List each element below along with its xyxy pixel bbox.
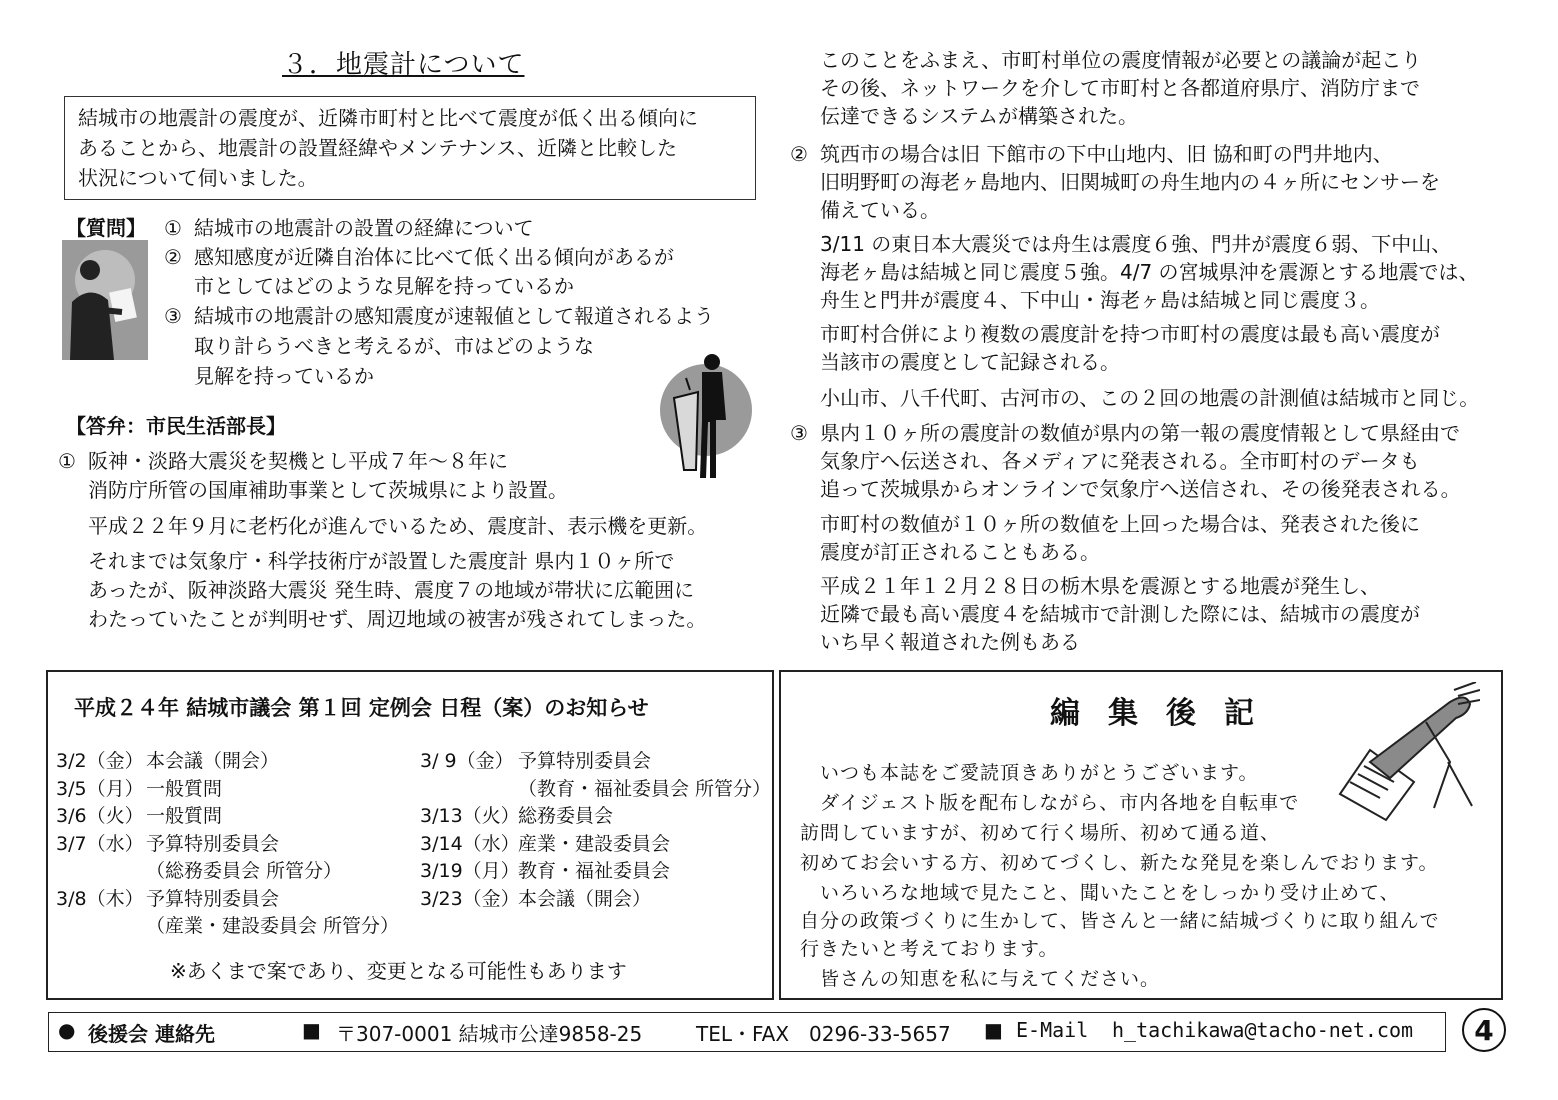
- intro-line: あることから、地震計の設置経緯やメンテナンス、近隣と比較した: [78, 136, 677, 160]
- answer-number: ③: [790, 421, 808, 445]
- square-bullet-icon: ■: [302, 1018, 321, 1042]
- question-number: ②: [164, 245, 182, 269]
- answer-text: 筑西市の場合は旧 下館市の下中山地内、旧 協和町の門井地内、: [820, 142, 1393, 166]
- schedule-event: 一般質問: [146, 778, 223, 800]
- answer-text: いち早く報道された例もある: [820, 630, 1080, 654]
- answer-number: ①: [58, 449, 76, 473]
- answer-number: ②: [790, 142, 808, 166]
- schedule-date: 3/19（月）: [420, 860, 520, 882]
- schedule-event: （総務委員会 所管分）: [146, 860, 343, 882]
- answer-text: 追って茨城県からオンラインで気象庁へ送信され、その後発表される。: [820, 477, 1461, 501]
- postscript-line: 行きたいと考えております。: [800, 938, 1059, 960]
- answer-text: 平成２１年１２月２８日の栃木県を震源とする地震が発生し、: [820, 574, 1380, 598]
- footer-address: 〒307-0001 結城市公達9858-25: [336, 1022, 643, 1046]
- schedule-date: 3/13（火）: [420, 805, 520, 827]
- answer-text: 震度が訂正されることもある。: [820, 540, 1100, 564]
- schedule-note: ※あくまで案であり、変更となる可能性もあります: [170, 959, 627, 983]
- schedule-date: 3/2（金）: [56, 750, 144, 772]
- answer-text: 市町村合併により複数の震度計を持つ市町村の震度は最も高い震度が: [820, 322, 1440, 346]
- question-number: ①: [164, 216, 182, 240]
- intro-line: 結城市の地震計の震度が、近隣市町村と比べて震度が低く出る傾向に: [78, 106, 698, 130]
- answer-text: わたっていたことが判明せず、周辺地域の被害が残されてしまった。: [88, 607, 707, 631]
- schedule-event: 産業・建設委員会: [518, 833, 671, 855]
- question-text: 結城市の地震計の設置の経緯について: [194, 216, 534, 240]
- answer-text: 伝達できるシステムが構築された。: [820, 104, 1138, 128]
- question-label: 【質問】: [66, 216, 146, 240]
- page-number: 4: [1462, 1008, 1506, 1052]
- question-text: 結城市の地震計の感知震度が速報値として報道されるよう: [194, 304, 714, 328]
- schedule-date: 3/6（火）: [56, 805, 144, 827]
- footer-label: 後援会 連絡先: [88, 1022, 215, 1046]
- answer-text: 当該市の震度として記録される。: [820, 350, 1120, 374]
- schedule-event: 教育・福祉委員会: [518, 860, 671, 882]
- postscript-line: ダイジェスト版を配布しながら、市内各地を自転車で: [820, 792, 1300, 814]
- answer-text: その後、ネットワークを介して市町村と各都道府県庁、消防庁まで: [820, 76, 1420, 100]
- postscript-line: 自分の政策づくりに生かして、皆さんと一緒に結城づくりに取り組んで: [800, 910, 1440, 932]
- postscript-line: いつも本誌をご愛読頂きありがとうございます。: [820, 762, 1259, 784]
- answer-text: このことをふまえ、市町村単位の震度情報が必要との議論が起こり: [820, 48, 1422, 72]
- postscript-title: 編集後記: [1050, 696, 1282, 731]
- answer-text: 県内１０ヶ所の震度計の数値が県内の第一報の震度情報として県経由で: [820, 421, 1460, 445]
- schedule-date: 3/8（木）: [56, 888, 144, 910]
- schedule-title: 平成２４年 結城市議会 第１回 定例会 日程（案）のお知らせ: [74, 696, 649, 720]
- answer-text: 阪神・淡路大震災を契機とし平成７年～８年に: [88, 449, 508, 473]
- schedule-date: 3/7（水）: [56, 833, 144, 855]
- section-title: ３．地震計について: [282, 50, 525, 80]
- schedule-event: 本会議（開会）: [146, 750, 280, 772]
- postscript-line: 初めてお会いする方、初めてづくし、新たな発見を楽しんでおります。: [800, 852, 1439, 874]
- intro-line: 状況について伺いました。: [78, 166, 318, 190]
- schedule-date: 3/14（水）: [420, 833, 520, 855]
- pen-writing-illustration: [1330, 682, 1480, 822]
- schedule-date: 3/5（月）: [56, 778, 144, 800]
- question-number: ③: [164, 304, 182, 328]
- question-text: 見解を持っているか: [194, 364, 374, 388]
- schedule-event: 本会議（開会）: [518, 888, 652, 910]
- schedule-event: 総務委員会: [518, 805, 614, 827]
- footer-email[interactable]: h_tachikawa@tacho-net.com: [1112, 1018, 1414, 1042]
- answer-text: 海老ヶ島は結城と同じ震度５強。4/7 の宮城県沖を震源とする地震では、: [820, 260, 1479, 284]
- answer-label: 【答弁：市民生活部長】: [66, 414, 286, 438]
- answer-text: 旧明野町の海老ヶ島地内、旧関城町の舟生地内の４ヶ所にセンサーを: [820, 170, 1440, 194]
- answer-text: 舟生と門井が震度４、下中山・海老ヶ島は結城と同じ震度３。: [820, 288, 1380, 312]
- schedule-date: 3/23（金）: [420, 888, 520, 910]
- speaker-podium-illustration: [656, 350, 756, 480]
- answer-text: 備えている。: [820, 198, 940, 222]
- question-text: 感知感度が近隣自治体に比べて低く出る傾向があるが: [194, 245, 674, 269]
- postscript-line: 訪問していますが、初めて行く場所、初めて通る道、: [800, 822, 1281, 844]
- footer-tel: TEL・FAX 0296-33-5657: [696, 1022, 951, 1046]
- schedule-event: 予算特別委員会: [518, 750, 652, 772]
- answer-text: 市町村の数値が１０ヶ所の数値を上回った場合は、発表された後に: [820, 512, 1420, 536]
- question-text: 市としてはどのような見解を持っているか: [194, 274, 574, 298]
- postscript-line: いろいろな地域で見たこと、聞いたことをしっかり受け止めて、: [820, 882, 1400, 904]
- schedule-event: 予算特別委員会: [146, 888, 280, 910]
- schedule-date: 3/ 9（金）: [420, 750, 514, 772]
- postscript-line: 皆さんの知恵を私に与えてください。: [820, 968, 1161, 990]
- square-bullet-icon: ■: [984, 1018, 1003, 1042]
- answer-text: それまでは気象庁・科学技術庁が設置した震度計 県内１０ヶ所で: [88, 549, 675, 573]
- answer-text: あったが、阪神淡路大震災 発生時、震度７の地域が帯状に広範囲に: [88, 578, 695, 602]
- answer-text: 3/11 の東日本大震災では舟生は震度６強、門井が震度６弱、下中山、: [820, 232, 1452, 256]
- footer-email-label: E-Mail: [1016, 1018, 1089, 1042]
- schedule-event: 一般質問: [146, 805, 223, 827]
- question-text: 取り計らうべきと考えるが、市はどのような: [194, 334, 594, 358]
- answer-text: 平成２２年９月に老朽化が進んでいるため、震度計、表示機を更新。: [88, 514, 708, 538]
- speaker-reading-illustration: [62, 240, 148, 360]
- answer-text: 消防庁所管の国庫補助事業として茨城県により設置。: [88, 478, 568, 502]
- schedule-event: （教育・福祉委員会 所管分）: [518, 778, 772, 800]
- schedule-event: 予算特別委員会: [146, 833, 280, 855]
- answer-text: 小山市、八千代町、古河市の、この２回の地震の計測値は結城市と同じ。: [820, 386, 1480, 410]
- answer-text: 気象庁へ伝送され、各メディアに発表される。全市町村のデータも: [820, 449, 1420, 473]
- schedule-event: （産業・建設委員会 所管分）: [146, 915, 400, 937]
- footer-bullet-icon: ●: [58, 1018, 76, 1042]
- answer-text: 近隣で最も高い震度４を結城市で計測した際には、結城市の震度が: [820, 602, 1420, 626]
